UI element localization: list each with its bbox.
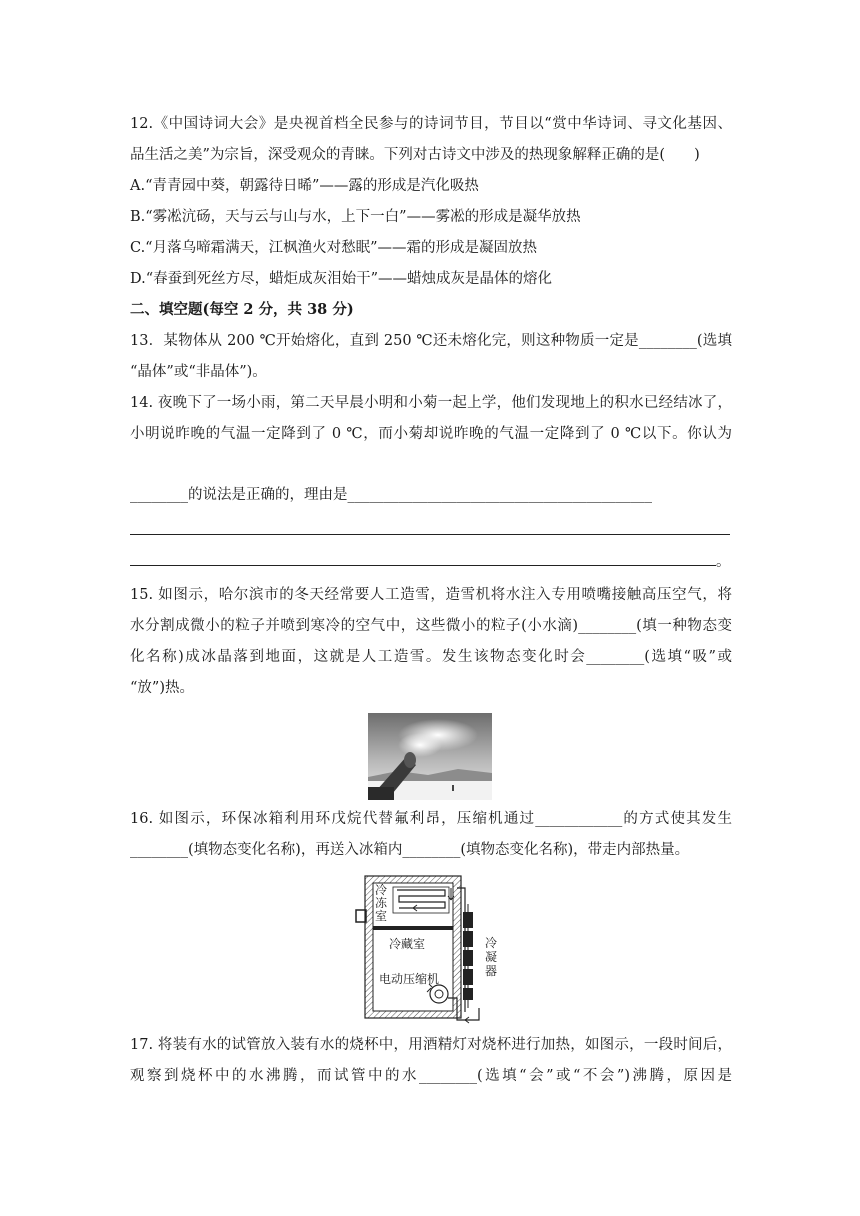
q14-stem-line3: ________的说法是正确的，理由是__________________________________________ <box>130 487 652 503</box>
q14-stem-line2: 小明说昨晚的气温一定降到了 0 ℃，而小菊却说昨晚的气温一定降到了 0 ℃以下。你认为 <box>130 426 732 442</box>
compressor-label: 电动压缩机 <box>379 972 440 986</box>
q17-stem-line1: 17. 将装有水的试管放入装有水的烧杯中，用酒精灯对烧杯进行加热，如图示，一段时间后， <box>130 1037 732 1053</box>
q14-end-mark: 。 <box>716 554 731 570</box>
q14-stem-line1: 14. 夜晚下了一场小雨，第二天早晨小明和小菊一起上学，他们发现地上的积水已经结冰了， <box>130 395 732 411</box>
q14-answer-blank-2 <box>130 565 716 566</box>
q16-stem-line1: 16. 如图示，环保冰箱利用环戊烷代替氟利昂，压缩机通过____________的方式使其发生 <box>130 811 732 827</box>
q15-stem-line1: 15. 如图示，哈尔滨市的冬天经常要人工造雪，造雪机将水注入专用喷嘴接触高压空气，将 <box>130 587 732 603</box>
snow-machine-photo <box>368 713 492 800</box>
fridge-label: 冷藏室 <box>389 937 426 951</box>
section-heading: 二、填空题(每空 2 分，共 38 分) <box>130 301 354 318</box>
q15-stem-line3: 化名称)成冰晶落到地面，这就是人工造雪。发生该物态变化时会________(选填“吸”或 <box>130 649 732 665</box>
freezer-label <box>375 884 389 923</box>
q16-stem-line2: ________(填物态变化名称)，再送入冰箱内________(填物态变化名称)，带走内部热量。 <box>130 842 690 858</box>
q14-answer-blank-1 <box>130 534 730 535</box>
condenser-label-char: 器 <box>485 964 498 978</box>
freezer-label-char: 室 <box>375 909 388 923</box>
q12-stem-line1: 12.《中国诗词大会》是央视首档全民参与的诗词节目，节目以“赏中华诗词、寻文化基因、 <box>130 116 732 132</box>
q12-option-b: B.“雾凇沆砀，天与云与山与水，上下一白”——雾凇的形成是凝华放热 <box>130 209 581 225</box>
q12-stem-line2: 品生活之美”为宗旨，深受观众的青睐。下列对古诗文中涉及的热现象解释正确的是( ) <box>130 147 700 163</box>
condenser-label <box>485 936 499 978</box>
freezer-label-char: 冷 <box>375 883 388 897</box>
q12-option-d: D.“春蚕到死丝方尽，蜡炬成灰泪始干”——蜡烛成灰是晶体的熔化 <box>130 271 553 287</box>
q13-stem-line2: “晶体”或“非晶体”)。 <box>130 364 267 380</box>
q13-stem-line1: 13．某物体从 200 ℃开始熔化，直到 250 ℃还未熔化完，则这种物质一定是________(选填 <box>130 333 732 349</box>
refrigerator-diagram <box>353 874 503 1026</box>
freezer-label-char: 冻 <box>375 896 388 910</box>
q12-option-a: A.“青青园中葵，朝露待日晞”——露的形成是汽化吸热 <box>130 178 479 194</box>
q15-stem-line2: 水分割成微小的粒子并喷到寒冷的空气中，这些微小的粒子(小水滴)________(填一种物态变 <box>130 618 732 634</box>
condenser-label-char: 冷 <box>485 936 498 950</box>
q15-stem-line4: “放”)热。 <box>130 680 194 696</box>
q17-stem-line2: 观察到烧杯中的水沸腾，而试管中的水________(选填“会”或“不会”)沸腾，原因是 <box>130 1068 732 1084</box>
q12-option-c: C.“月落乌啼霜满天，江枫渔火对愁眠”——霜的形成是凝固放热 <box>130 240 538 256</box>
condenser-label-char: 凝 <box>485 950 498 964</box>
